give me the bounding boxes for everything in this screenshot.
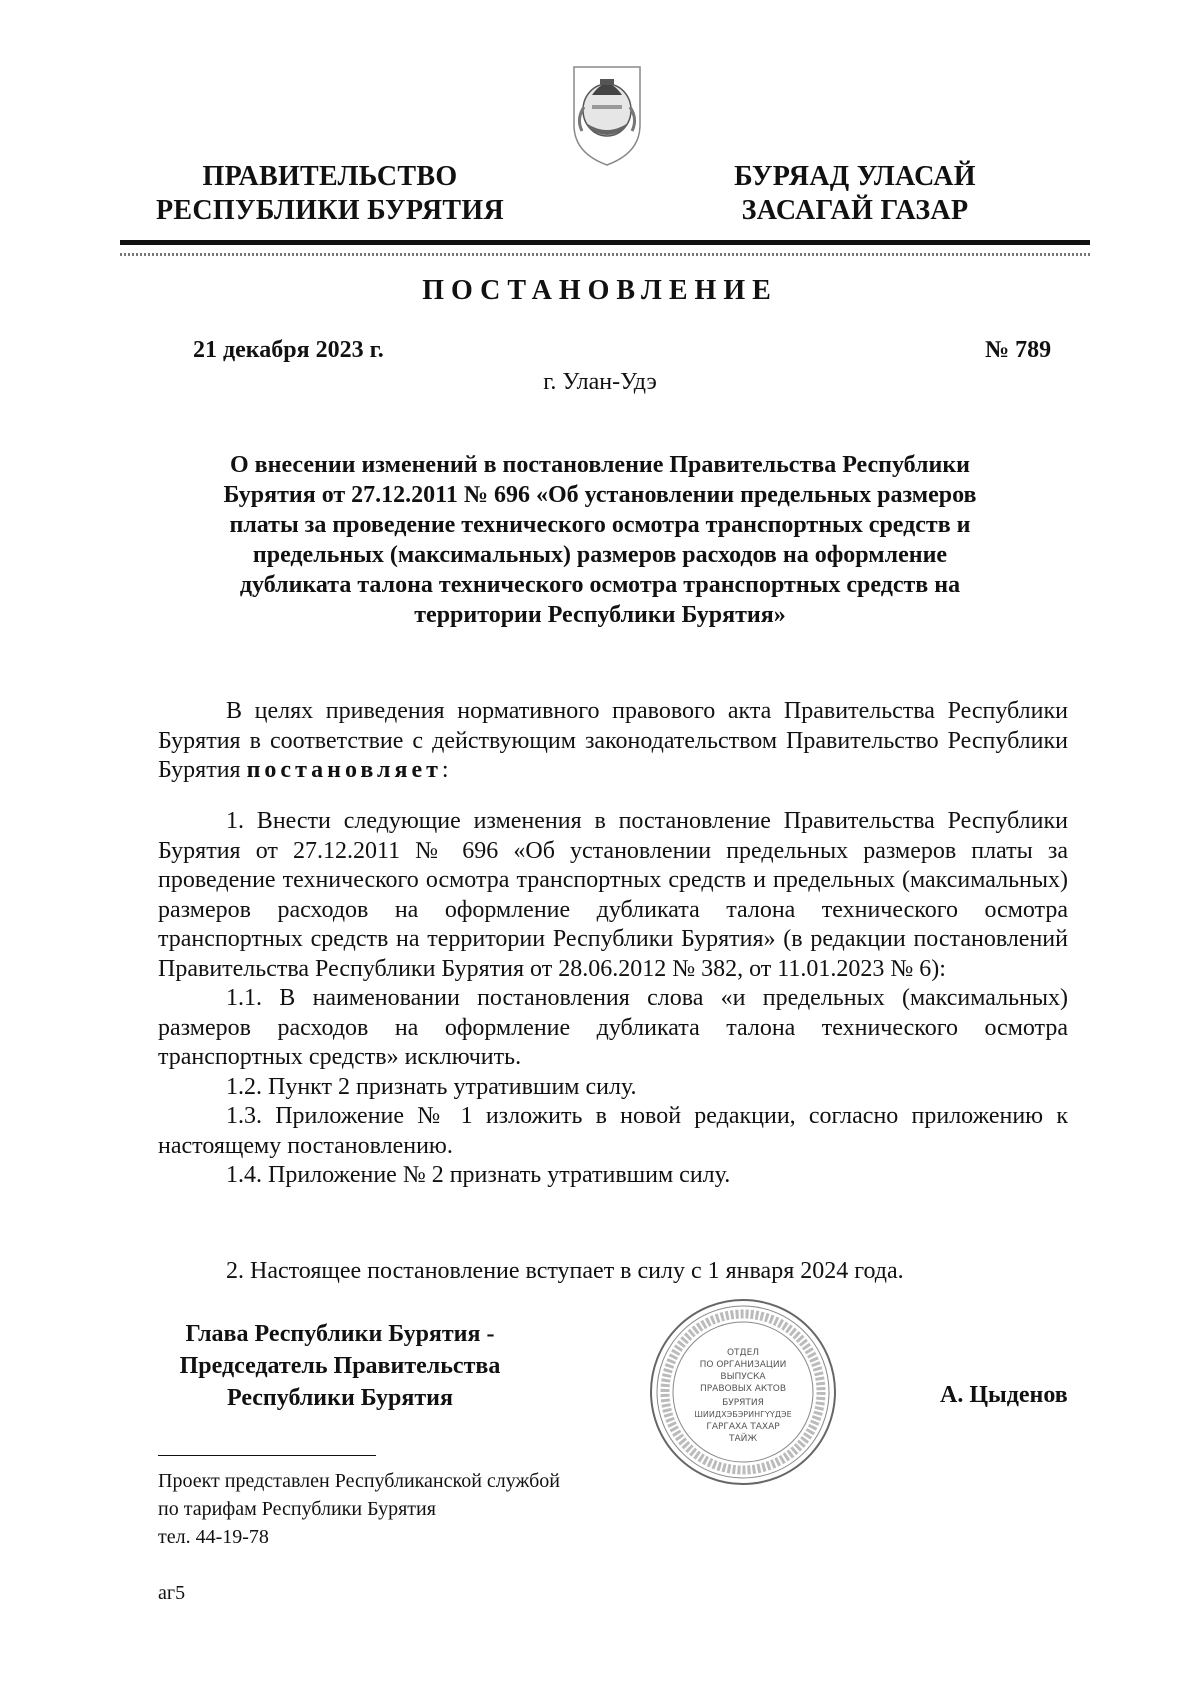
document-subject: О внесении изменений в постановление Правительства Республики Бурятия от 27.12.2011 № 696 «Об установлении предельных размеров платы за проведение технического осмотра транспортных средств и предельных (максимальных) размеров расходов на оформление дубликата талона технического осмотра транспортных средств на территории Республики Бурятия» bbox=[223, 452, 977, 628]
document-code: аг5 bbox=[158, 1582, 186, 1604]
footer-note bbox=[158, 1467, 560, 1551]
signatory-title-line2: Председатель Правительства bbox=[179, 1353, 501, 1379]
header-divider-thin bbox=[120, 253, 1090, 256]
item-1: 1. Внести следующие изменения в постановление Правительства Республики Бурятия от 27.12.2011 № 696 «Об установлении предельных размеров платы за проведение технического осмотра транспортных средств и предельных (максимальных) размеров расходов на оформление дубликата талона технического осмотра транспортных средств на территории Республики Бурятия» (в редакции постановлений Правительства Республики Бурятия от 28.06.2012 № 382, от 11.01.2023 № 6): bbox=[158, 808, 1068, 982]
preamble bbox=[158, 697, 1068, 786]
footer-line1: Проект представлен Республиканской службой bbox=[158, 1470, 560, 1492]
signer-name: А. Цыденов bbox=[940, 1382, 1068, 1408]
item-1-4: 1.4. Приложение № 2 признать утратившим силу. bbox=[226, 1162, 731, 1188]
signatory-title-line1: Глава Республики Бурятия - bbox=[185, 1321, 495, 1347]
signatory-title-line3: Республики Бурятия bbox=[226, 1385, 453, 1411]
preamble-text: В целях приведения нормативного правового акта Правительства Республики Бурятия в соответствие с действующим законодательством Правительство Республики Бурятия bbox=[158, 698, 1068, 783]
item-1-1: 1.1. В наименовании постановления слова «и предельных (максимальных) размеров расходов на оформление дубликата талона технического осмотра транспортных средств» исключить. bbox=[158, 985, 1068, 1070]
preamble-end: : bbox=[441, 757, 449, 783]
government-name-bua-line2: ЗАСАГАЙ ГАЗАР bbox=[741, 195, 969, 226]
government-name-ru-line1: ПРАВИТЕЛЬСТВО bbox=[202, 161, 458, 192]
items-list bbox=[158, 807, 1068, 1191]
government-name-bua-line1: БУРЯАД УЛАСАЙ bbox=[734, 161, 976, 192]
seal-text-3: ВЫПУСКА bbox=[720, 1372, 766, 1382]
item-2: 2. Настоящее постановление вступает в силу с 1 января 2024 года. bbox=[226, 1258, 904, 1284]
seal-text-5: БУРЯТИЯ bbox=[722, 1398, 764, 1408]
seal-text-2: ПО ОРГАНИЗАЦИИ bbox=[699, 1360, 787, 1370]
preamble-verb: постановляет bbox=[246, 757, 442, 783]
seal-text-1: ОТДЕЛ bbox=[726, 1348, 760, 1358]
seal-text-6: ШИИДХЭБЭРИНГҮҮДЭЕ bbox=[694, 1410, 792, 1419]
government-name-bua bbox=[690, 160, 1020, 228]
footer-divider bbox=[158, 1455, 376, 1456]
document-city: г. Улан-Удэ bbox=[543, 369, 657, 395]
footer-line2: по тарифам Республики Бурятия bbox=[158, 1498, 436, 1520]
item-1-3: 1.3. Приложение № 1 изложить в новой редакции, согласно приложению к настоящему постановлению. bbox=[158, 1103, 1068, 1159]
government-name-ru-line2: РЕСПУБЛИКИ БУРЯТИЯ bbox=[156, 195, 504, 226]
item-2-block bbox=[158, 1257, 1068, 1287]
seal-text-8: ТАЙЖ bbox=[728, 1434, 758, 1444]
document-number: № 789 bbox=[985, 337, 1052, 363]
document-date: 21 декабря 2023 г. bbox=[193, 337, 384, 363]
signatory-title bbox=[150, 1318, 530, 1414]
seal-text-7: ГАРГАХА ТАХАР bbox=[706, 1422, 780, 1432]
government-name-ru bbox=[150, 160, 510, 228]
seal-text-4: ПРАВОВЫХ АКТОВ bbox=[699, 1384, 787, 1394]
official-seal-icon bbox=[648, 1297, 838, 1487]
footer-phone: тел. 44-19-78 bbox=[158, 1526, 269, 1548]
preamble-paragraph bbox=[158, 697, 1068, 786]
document-title: ПОСТАНОВЛЕНИЕ bbox=[422, 275, 778, 306]
item-1-2: 1.2. Пункт 2 признать утратившим силу. bbox=[226, 1073, 637, 1100]
republic-coat-of-arms-icon bbox=[562, 55, 652, 170]
header-divider-thick bbox=[120, 240, 1090, 245]
